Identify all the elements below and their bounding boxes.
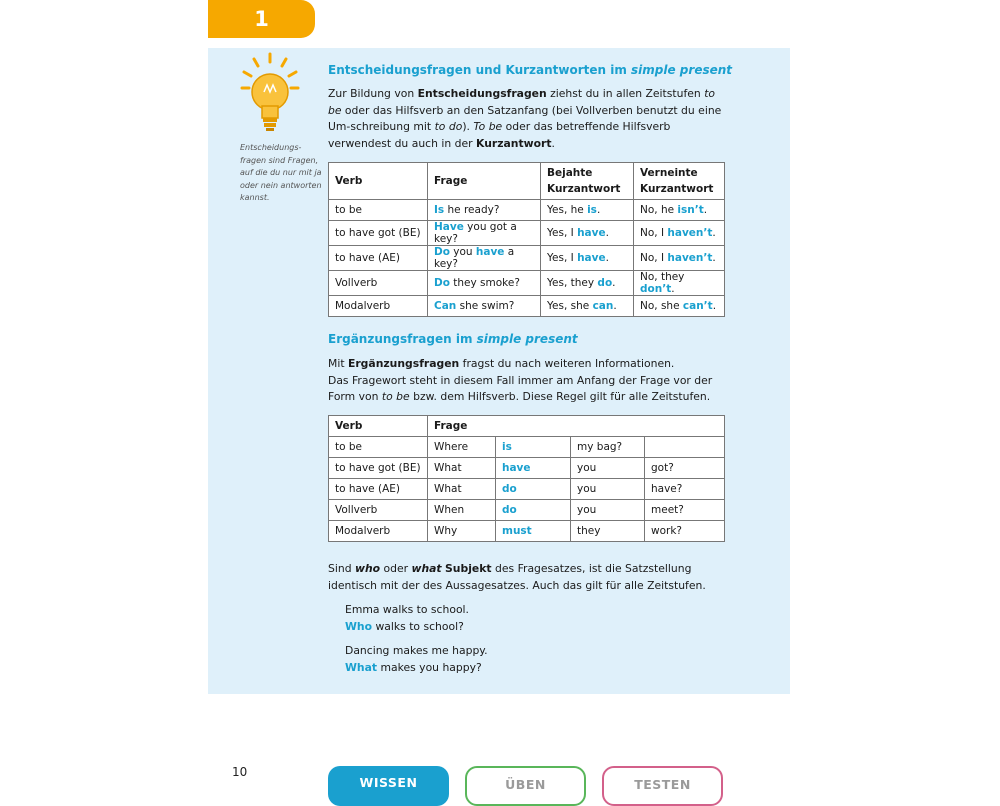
table-row bbox=[329, 521, 725, 542]
question-word-cell: What bbox=[428, 458, 496, 479]
affirmative-cell: Yes, I have. bbox=[541, 221, 634, 246]
question-cell: Can she swim? bbox=[428, 296, 541, 317]
section1-heading: Entscheidungsfragen und Kurzantworten im simple present bbox=[328, 63, 733, 77]
rest-cell: meet? bbox=[645, 500, 725, 521]
table-row bbox=[329, 296, 725, 317]
negative-cell: No, I haven’t. bbox=[634, 246, 725, 271]
sidebar-note: Entscheidungs-fragen sind Fragen, auf die du nur mit ja oder nein antworten kannst. bbox=[240, 143, 322, 202]
auxiliary-cell: do bbox=[496, 500, 571, 521]
section2-intro: Mit Ergänzungsfragen fragst du nach weiteren Informationen. Das Fragewort steht in diesem Fall immer am Anfang der Frage vor der Form von to be bzw. dem Hilfsverb. Diese Regel gilt für alle Zeitstufen. bbox=[328, 357, 713, 403]
subject-cell: my bag? bbox=[571, 437, 645, 458]
verb-cell: to have (AE) bbox=[329, 479, 428, 500]
verb-cell: Modalverb bbox=[329, 521, 428, 542]
auxiliary-cell: must bbox=[496, 521, 571, 542]
auxiliary-cell: do bbox=[496, 479, 571, 500]
chapter-number: 1 bbox=[254, 7, 269, 31]
table-header: Verneinte Kurzantwort bbox=[634, 163, 725, 200]
table-header-row bbox=[329, 163, 725, 200]
affirmative-cell: Yes, he is. bbox=[541, 200, 634, 221]
subject-cell: they bbox=[571, 521, 645, 542]
chapter-tab bbox=[208, 0, 315, 38]
rest-cell: work? bbox=[645, 521, 725, 542]
tab-testen[interactable]: TESTEN bbox=[602, 766, 723, 806]
subject-note: Sind who oder what Subjekt des Fragesatzes, ist die Satzstellung identisch mit der des Aussagesatzes. Auch das gilt für alle Zeitstufen. bbox=[328, 562, 706, 592]
tab-wissen[interactable]: WISSEN bbox=[328, 766, 449, 806]
negative-cell: No, he isn’t. bbox=[634, 200, 725, 221]
table-row bbox=[329, 437, 725, 458]
question-cell: Is he ready? bbox=[428, 200, 541, 221]
auxiliary-cell: have bbox=[496, 458, 571, 479]
question-word-cell: What bbox=[428, 479, 496, 500]
table-row bbox=[329, 500, 725, 521]
verb-cell: Vollverb bbox=[329, 271, 428, 296]
question-word-cell: Where bbox=[428, 437, 496, 458]
table-row bbox=[329, 221, 725, 246]
verb-cell: to be bbox=[329, 200, 428, 221]
subject-cell: you bbox=[571, 458, 645, 479]
table-header: Frage bbox=[428, 163, 541, 200]
question-cell: Do you have a key? bbox=[428, 246, 541, 271]
verb-cell: to have (AE) bbox=[329, 246, 428, 271]
table-row bbox=[329, 458, 725, 479]
example-2 bbox=[345, 643, 488, 676]
rest-cell: have? bbox=[645, 479, 725, 500]
rest-cell bbox=[645, 437, 725, 458]
table-row bbox=[329, 479, 725, 500]
verb-cell: Vollverb bbox=[329, 500, 428, 521]
example-question: Who walks to school? bbox=[345, 619, 464, 633]
table-row bbox=[329, 200, 725, 221]
table-header: Frage bbox=[428, 416, 725, 437]
negative-cell: No, I haven’t. bbox=[634, 221, 725, 246]
example-1 bbox=[345, 602, 469, 635]
negative-cell: No, they don’t. bbox=[634, 271, 725, 296]
lightbulb-icon bbox=[240, 52, 300, 134]
affirmative-cell: Yes, she can. bbox=[541, 296, 634, 317]
subject-cell: you bbox=[571, 500, 645, 521]
rest-cell: got? bbox=[645, 458, 725, 479]
affirmative-cell: Yes, I have. bbox=[541, 246, 634, 271]
page-number: 10 bbox=[232, 765, 248, 779]
tab-ueben[interactable]: ÜBEN bbox=[465, 766, 586, 806]
question-word-cell: Why bbox=[428, 521, 496, 542]
verb-cell: to have got (BE) bbox=[329, 221, 428, 246]
table-header: Verb bbox=[329, 163, 428, 200]
table-header: Verb bbox=[329, 416, 428, 437]
table-header-row bbox=[329, 416, 725, 437]
question-cell: Do they smoke? bbox=[428, 271, 541, 296]
verb-cell: Modalverb bbox=[329, 296, 428, 317]
negative-cell: No, she can’t. bbox=[634, 296, 725, 317]
section1-intro: Zur Bildung von Entscheidungsfragen ziehst du in allen Zeitstufen to be oder das Hilfsverb an den Satzanfang (bei Vollverben benutzt du eine Um-schreibung mit to do). To be oder das betreffende Hilfsverb verwendest du auch in der Kurzantwort. bbox=[328, 87, 722, 150]
section2-heading: Ergänzungsfragen im simple present bbox=[328, 332, 578, 346]
affirmative-cell: Yes, they do. bbox=[541, 271, 634, 296]
question-word-cell: When bbox=[428, 500, 496, 521]
question-cell: Have you got a key? bbox=[428, 221, 541, 246]
table-header: Bejahte Kurzantwort bbox=[541, 163, 634, 200]
subject-cell: you bbox=[571, 479, 645, 500]
decision-questions-table bbox=[328, 162, 725, 317]
example-question: What makes you happy? bbox=[345, 660, 482, 674]
example-statement: Emma walks to school. bbox=[345, 603, 469, 616]
wh-questions-table bbox=[328, 415, 725, 542]
verb-cell: to be bbox=[329, 437, 428, 458]
example-statement: Dancing makes me happy. bbox=[345, 644, 488, 657]
table-row bbox=[329, 271, 725, 296]
table-row bbox=[329, 246, 725, 271]
auxiliary-cell: is bbox=[496, 437, 571, 458]
verb-cell: to have got (BE) bbox=[329, 458, 428, 479]
